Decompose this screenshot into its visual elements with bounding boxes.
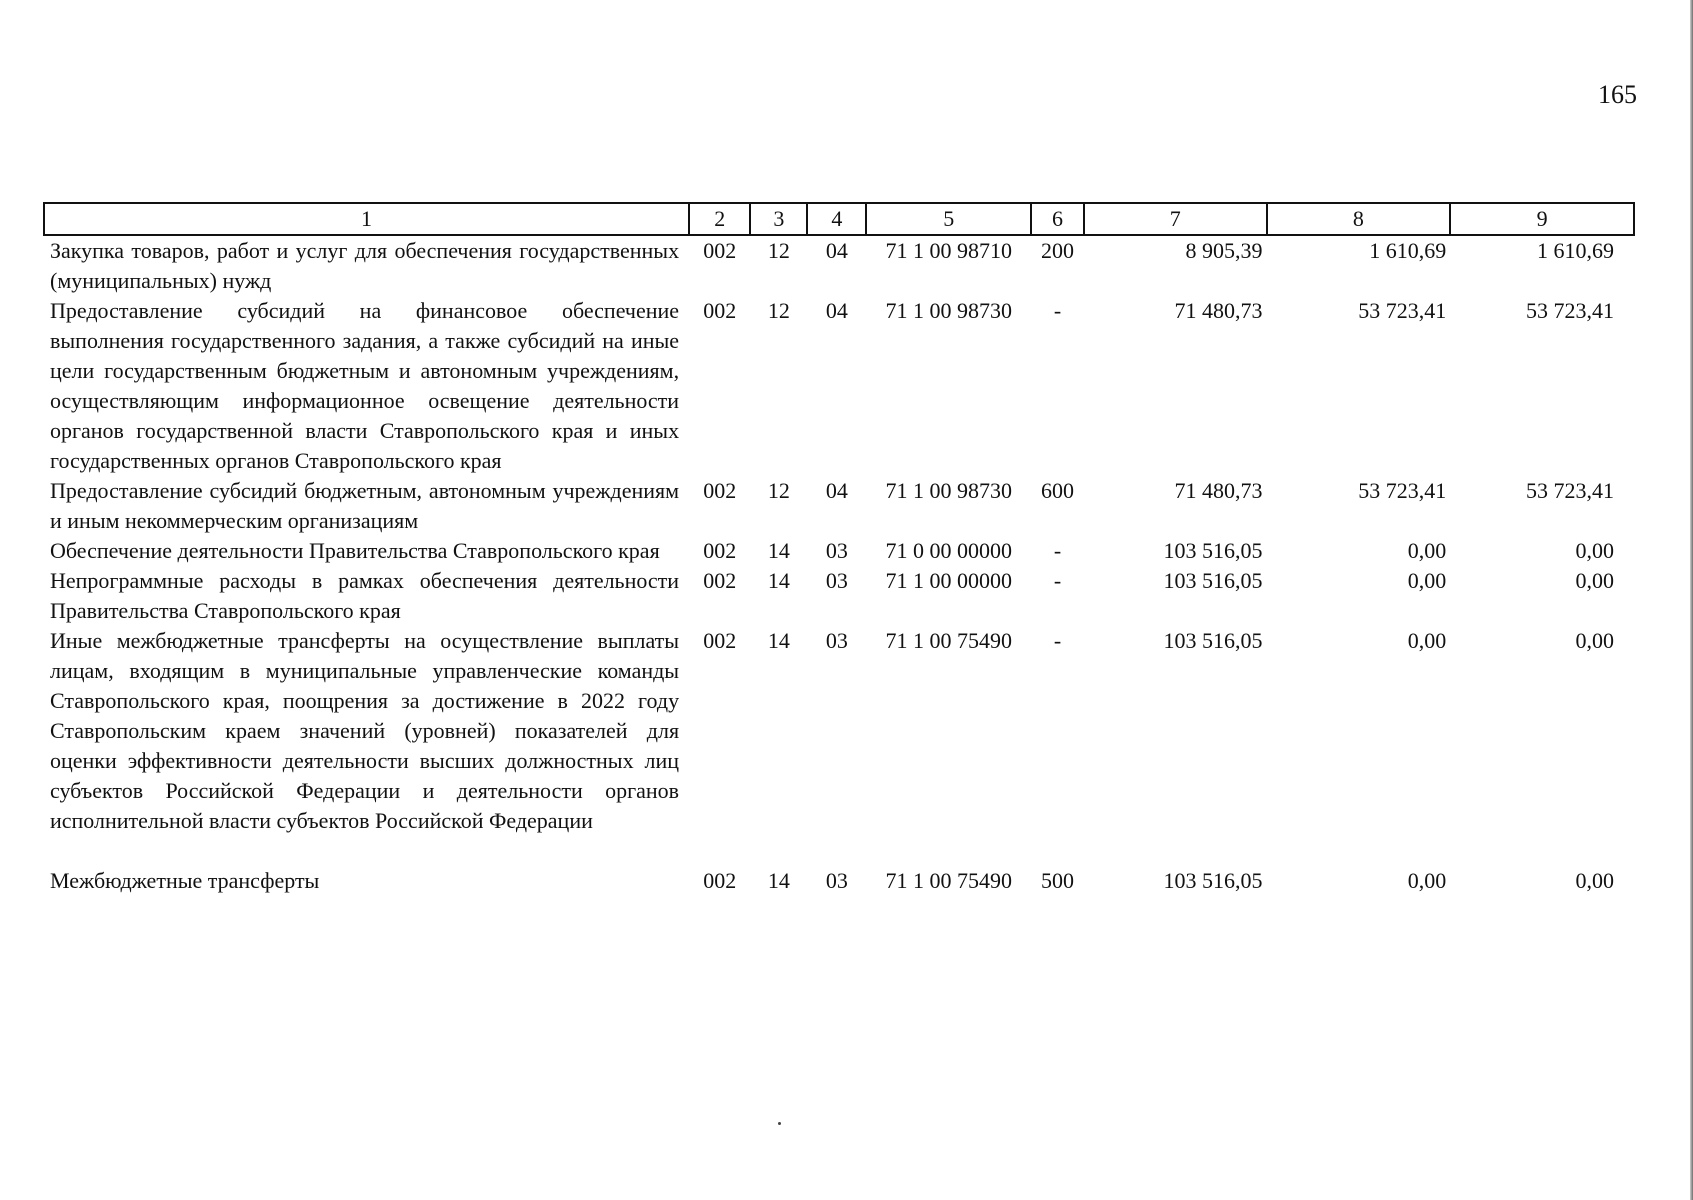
row-value-8: 1 610,69 [1369,238,1447,263]
row-section: 14 [767,568,790,593]
row-target: 71 1 00 75490 [885,868,1013,893]
row-code: 002 [703,628,737,653]
row-subsection: 03 [825,538,848,563]
row-name: Иные межбюджетные трансферты на осуществление выплаты лицам, входящим в муниципальные управленческие команды Ставропольского края, поощрения за достижение в 2022 году Ставропольским краем значений (уровней) показателей для оценки эффективности деятельности высших должностных лиц субъектов Российской Федерации и деятельности органов исполнительной власти субъектов Российской Федерации [50,628,680,833]
table-row [44,235,1634,296]
header-cell: 2 [689,203,750,235]
row-name: Предоставление субсидий бюджетным, автономным учреждениям и иным некоммерческим организациям [50,478,680,533]
row-value-7: 8 905,39 [1185,238,1263,263]
header-cell: 9 [1450,203,1634,235]
row-target: 71 1 00 98710 [885,238,1013,263]
row-target: 71 1 00 98730 [885,298,1013,323]
row-subsection: 03 [825,628,848,653]
row-name: Предоставление субсидий на финансовое обеспечение выполнения государственного задания, а также субсидий на иные цели государственным бюджетным и автономным учреждениям, осуществляющим информационное освещение деятельности органов государственной власти Ставропольского края и иных государственных органов Ставропольского края [50,298,680,473]
row-subsection: 03 [825,868,848,893]
row-value-8: 0,00 [1407,868,1447,893]
row-value-7: 103 516,05 [1163,538,1263,563]
table-row [44,536,1634,566]
row-code: 002 [703,238,737,263]
page-number: 165 [1598,80,1637,109]
row-target: 71 1 00 75490 [885,628,1013,653]
row-expense: 600 [1041,478,1074,503]
table-row [44,566,1634,626]
row-value-7: 103 516,05 [1163,868,1263,893]
spacer-cell [44,836,1634,866]
row-name: Непрограммные расходы в рамках обеспечения деятельности Правительства Ставропольского края [50,568,680,623]
table-row [44,476,1634,536]
row-value-9: 0,00 [1575,868,1614,893]
row-value-9: 53 723,41 [1526,478,1614,503]
header-cell: 1 [44,203,689,235]
table-row [44,626,1634,836]
row-target: 71 1 00 98730 [885,478,1013,503]
header-row [44,203,1634,235]
row-value-8: 0,00 [1407,628,1447,653]
row-name: Обеспечение деятельности Правительства Ставропольского края [50,538,660,563]
row-value-7: 103 516,05 [1163,568,1263,593]
row-value-9: 53 723,41 [1526,298,1614,323]
budget-table [43,202,1635,896]
row-subsection: 04 [825,298,848,323]
row-value-8: 53 723,41 [1358,478,1447,503]
spacer-row [44,836,1634,866]
row-target: 71 1 00 00000 [885,568,1013,593]
row-subsection: 03 [825,568,848,593]
row-expense: - [1053,568,1062,593]
row-subsection: 04 [825,478,848,503]
row-target: 71 0 00 00000 [885,538,1013,563]
row-code: 002 [703,478,737,503]
row-expense: - [1053,628,1062,653]
row-subsection: 04 [825,238,848,263]
header-cell: 7 [1084,203,1267,235]
row-value-7: 71 480,73 [1174,478,1263,503]
row-code: 002 [703,868,737,893]
table-row [44,296,1634,476]
row-expense: 500 [1041,868,1074,893]
row-code: 002 [703,538,737,563]
header-cell: 6 [1031,203,1084,235]
row-value-8: 53 723,41 [1358,298,1447,323]
row-section: 12 [767,238,790,263]
header-cell: 4 [807,203,866,235]
row-expense: 200 [1041,238,1074,263]
row-section: 14 [767,538,790,563]
row-code: 002 [703,568,737,593]
row-value-9: 0,00 [1575,568,1614,593]
row-value-8: 0,00 [1407,568,1447,593]
row-section: 12 [767,478,790,503]
header-cell: 5 [866,203,1031,235]
row-code: 002 [703,298,737,323]
table-row [44,866,1634,896]
row-value-7: 103 516,05 [1163,628,1263,653]
row-value-8: 0,00 [1407,538,1447,563]
row-expense: - [1053,298,1062,323]
row-value-9: 1 610,69 [1537,238,1614,263]
header-cell: 8 [1267,203,1451,235]
row-value-9: 0,00 [1575,628,1614,653]
row-section: 12 [767,298,790,323]
scan-speck [778,1122,781,1125]
row-value-9: 0,00 [1575,538,1614,563]
header-cell: 3 [750,203,807,235]
row-name: Закупка товаров, работ и услуг для обеспечения государственных (муниципальных) нужд [50,238,680,293]
row-value-7: 71 480,73 [1174,298,1263,323]
row-section: 14 [767,868,790,893]
row-section: 14 [767,628,790,653]
row-name: Межбюджетные трансферты [50,868,320,893]
row-expense: - [1053,538,1062,563]
